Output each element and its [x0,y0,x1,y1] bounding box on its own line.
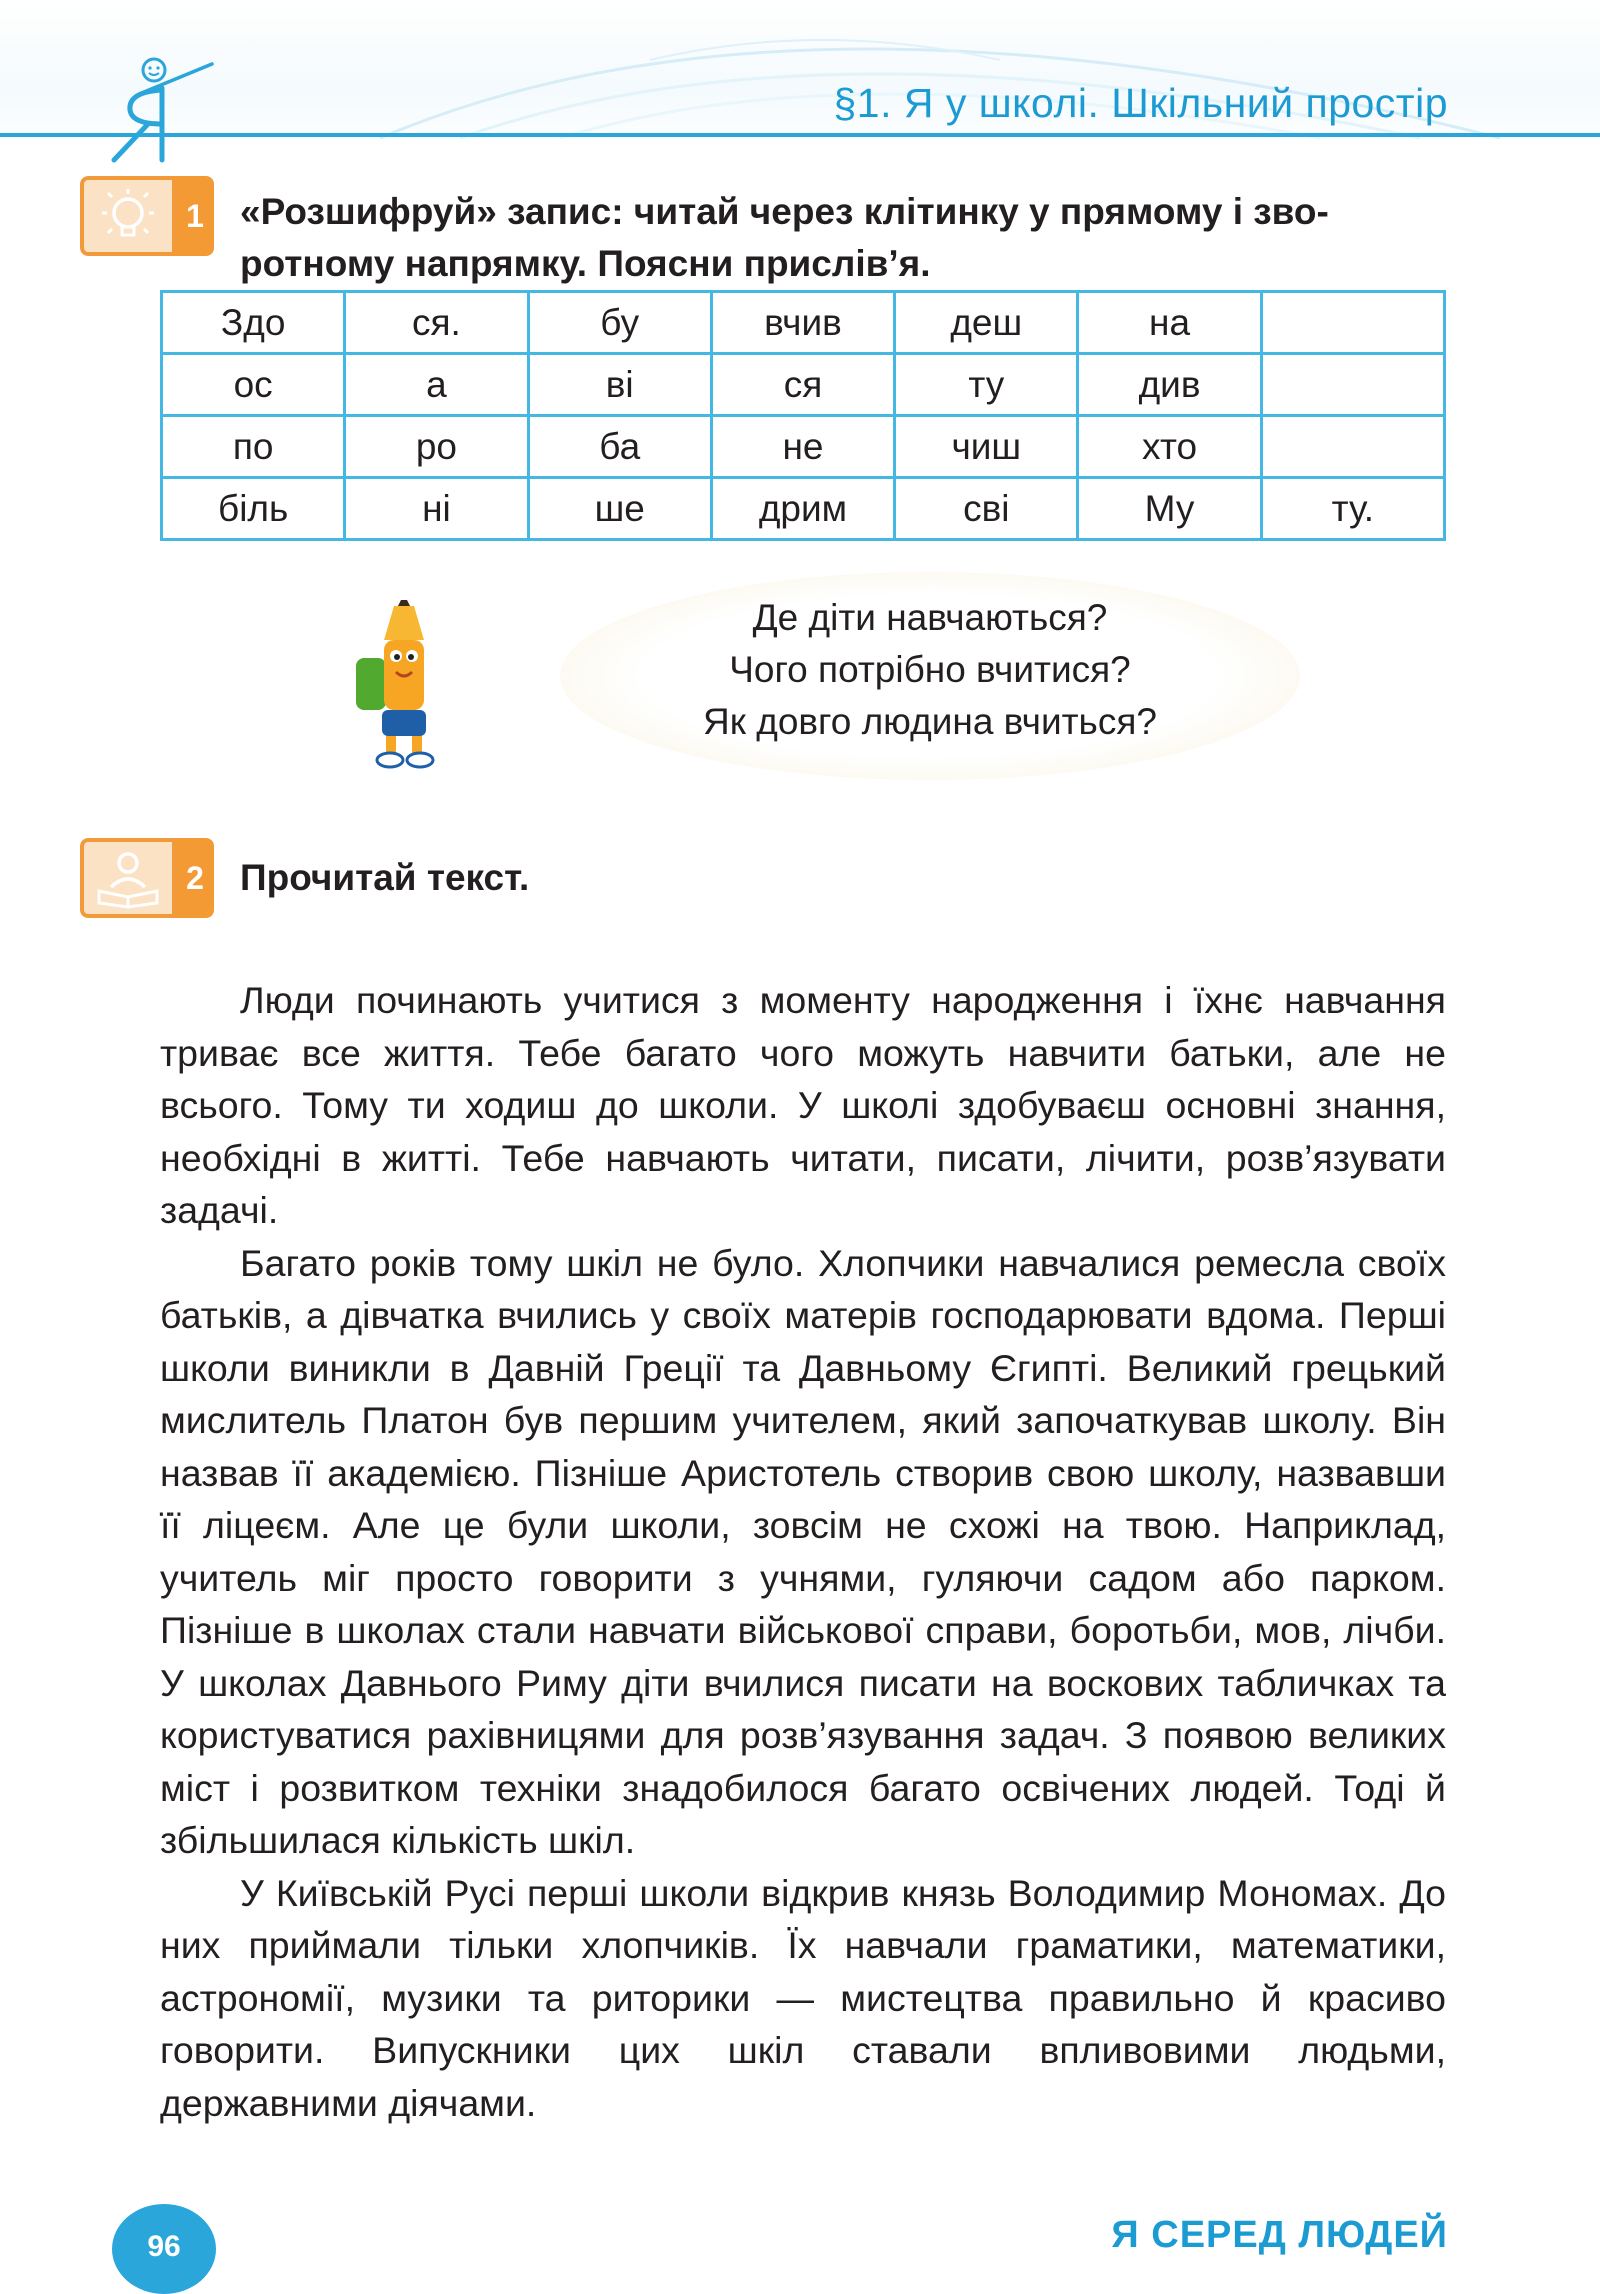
table-cell: біль [162,478,345,540]
table-row [162,292,1445,354]
table-row [162,416,1445,478]
paragraph-2: Багато років тому шкіл не було. Хлопчики навчалися ремесла своїх батьків, а дівчатка вчились у своїх матерів господарювати вдома. Перші школи виникли в Давній Греції та Давньому Єгипті. Великий грецький мислитель Платон був першим учителем, який започаткував школу. Він назвав її академією. Пізніше Аристотель створив свою школу, назвавши її ліцеєм. Але це були школи, зовсім не схожі на твою. Наприклад, учитель міг просто говорити з учнями, гуляючи садом або парком. Пізніше в школах стали навчати військової справи, боротьби, мов, лічби. У школах Давнього Риму діти вчилися писати на воскових табличках та користуватися рахівницями для розв’язування задач. З появою великих міст і розвитком техніки знадобилося багато освічених людей. Тоді й збільшилася кількість шкіл. [160,1241,1446,1861]
table-cell: ві [528,354,711,416]
table-cell: хто [1078,416,1261,478]
table-cell [1261,416,1444,478]
reader-book-icon [80,838,176,918]
lightbulb-icon [80,176,176,256]
table-row [162,354,1445,416]
table-cell: ту. [1261,478,1444,540]
table-cell: ос [162,354,345,416]
logo-ya-icon [100,52,230,167]
question-3: Як довго людина вчиться? [703,701,1157,742]
table-cell: чиш [895,416,1078,478]
table-cell: див [1078,354,1261,416]
page-number: 96 [112,2204,216,2294]
reading-text [160,974,1446,2129]
task1-instruction-line1: «Розшифруй» запис: читай через клітинку у прямому і зво- [240,191,1329,232]
task-number-2: 2 [176,838,214,918]
task-badge-2 [80,838,214,918]
table-cell: ро [345,416,528,478]
question-2: Чого потрібно вчитися? [729,649,1131,690]
table-cell: ні [345,478,528,540]
table-cell: вчив [711,292,894,354]
table-cell: сві [895,478,1078,540]
table-cell: бу [528,292,711,354]
table-cell: ту [895,354,1078,416]
cipher-table [160,290,1446,541]
table-cell: дрим [711,478,894,540]
table-cell: ся [711,354,894,416]
pencil-character-icon [352,600,462,770]
task1-instruction [240,186,1329,290]
questions-block [560,592,1300,748]
table-cell: ба [528,416,711,478]
table-cell: а [345,354,528,416]
task2-instruction: Прочитай текст. [240,857,530,898]
table-cell: Здо [162,292,345,354]
table-cell: ся. [345,292,528,354]
table-cell: по [162,416,345,478]
table-row [162,478,1445,540]
table-cell [1261,292,1444,354]
task1-instruction-line2: ротному напрямку. Поясни прислів’я. [240,243,931,284]
section-title: §1. Я у школі. Шкільний простір [833,80,1448,126]
footer-title: Я СЕРЕД ЛЮДЕЙ [1111,2214,1448,2256]
task-number-1: 1 [176,176,214,256]
header-rule [0,133,1600,137]
task-badge-1 [80,176,214,256]
paragraph-3: У Київській Русі перші школи відкрив князь Володимир Мономах. До них приймали тільки хлопчиків. Їх навчали граматики, математики, астрономії, музики та риторики — мистецтва правильно й красиво говорити. Випускники цих шкіл ставали впливовими людьми, державними діячами. [160,1871,1446,2124]
table-cell [1261,354,1444,416]
table-cell: на [1078,292,1261,354]
table-cell: деш [895,292,1078,354]
paragraph-1: Люди починають учитися з моменту народження і їхнє навчання триває все життя. Тебе багато чого можуть навчити батьки, але не всього. Тому ти ходиш до школи. У школі здобуваєш основні знання, необхідні в житті. Тебе навчають читати, писати, лічити, розв’язувати задачі. [160,979,1446,1231]
table-cell: Му [1078,478,1261,540]
table-cell: не [711,416,894,478]
question-1: Де діти навчаються? [752,597,1108,638]
table-cell: ше [528,478,711,540]
